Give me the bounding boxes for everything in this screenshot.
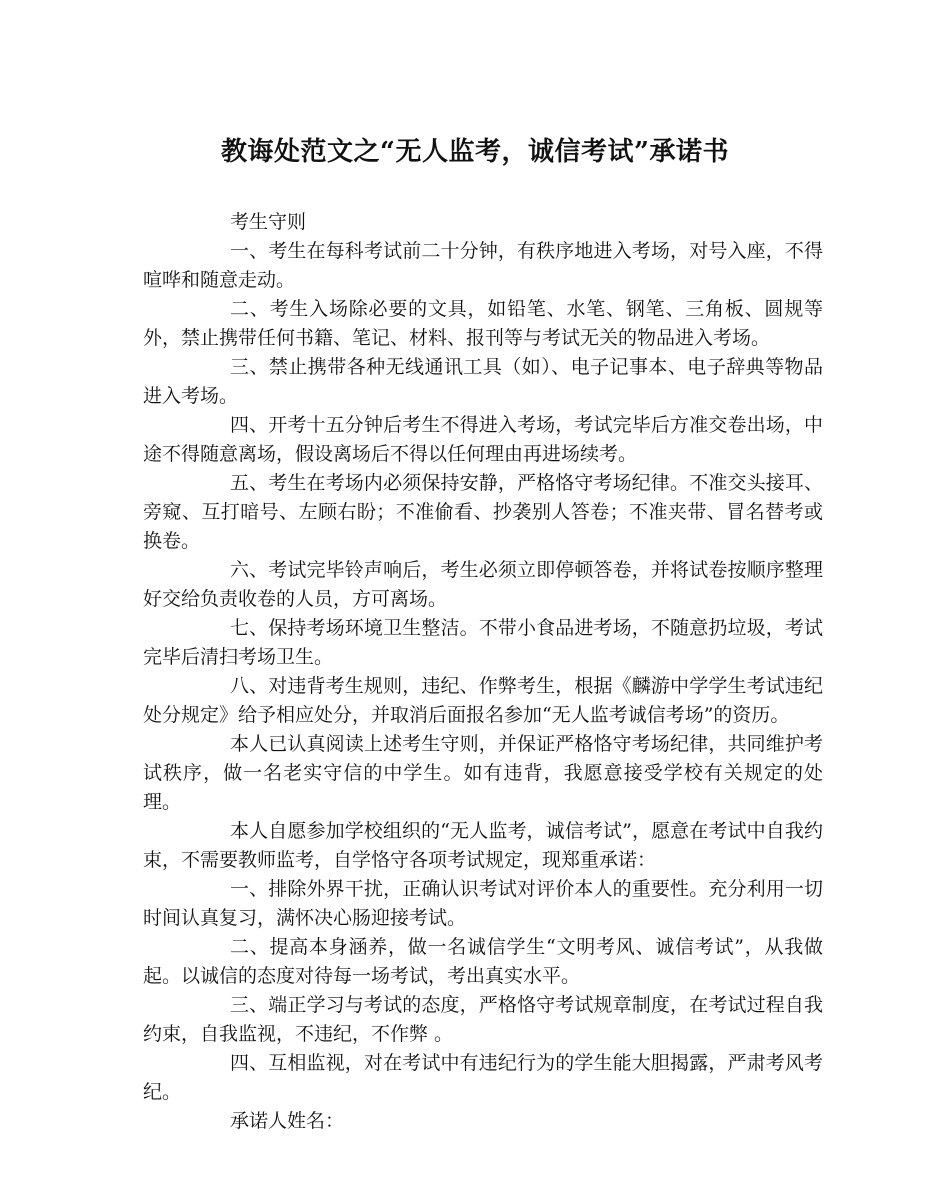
document-title: 教诲处范文之“无人监考，诚信考试”承诺书	[221, 137, 729, 167]
signature-line: 承诺人姓名：	[230, 1110, 345, 1132]
pledge-1: 一、排除外界干扰，正确认识考试对评价本人的重要性。充分利用一切时间认真复习，满怀决心肠迎接考试。	[143, 878, 823, 929]
pledge-4: 四、互相监视，对在考试中有违纪行为的学生能大胆揭露，严肃考风考纪。	[143, 1052, 823, 1103]
rule-5: 五、考生在考场内必须保持安静，严格恪守考场纪律。不准交头接耳、旁窥、互打暗号、左顾右盼；不准偷看、抄袭别人答卷；不准夹带、冒名替考或换卷。	[143, 472, 823, 552]
acknowledgement-paragraph: 本人已认真阅读上述考生守则，并保证严格恪守考场纪律，共同维护考试秩序，做一名老实守信的中学生。如有违背，我愿意接受学校有关规定的处理。	[143, 733, 823, 813]
rule-3: 三、禁止携带各种无线通讯工具（如）、电子记事本、电子辞典等物品进入考场。	[143, 356, 823, 407]
pledge-2: 二、提高本身涵养，做一名诚信学生“文明考风、诚信考试”，从我做起。以诚信的态度对待每一场考试，考出真实水平。	[143, 936, 823, 987]
document-body	[143, 208, 823, 1136]
rule-8: 八、对违背考生规则，违纪、作弊考生，根据《麟游中学学生考试违纪处分规定》给予相应处分，并取消后面报名参加“无人监考诚信考场”的资历。	[143, 675, 823, 726]
rule-1: 一、考生在每科考试前二十分钟，有秩序地进入考场，对号入座，不得喧哗和随意走动。	[143, 240, 823, 291]
rule-2: 二、考生入场除必要的文具，如铅笔、水笔、钢笔、三角板、圆规等外，禁止携带任何书籍、笔记、材料、报刊等与考试无关的物品进入考场。	[143, 298, 823, 349]
rule-4: 四、开考十五分钟后考生不得进入考场，考试完毕后方准交卷出场，中途不得随意离场，假设离场后不得以任何理由再进场续考。	[143, 414, 823, 465]
rule-6: 六、考试完毕铃声响后，考生必须立即停顿答卷，并将试卷按顺序整理好交给负责收卷的人员，方可离场。	[143, 559, 823, 610]
rule-7: 七、保持考场环境卫生整洁。不带小食品进考场，不随意扔垃圾，考试完毕后清扫考场卫生。	[143, 617, 823, 668]
section-heading-exam-rules: 考生守则	[230, 211, 307, 233]
pledge-3: 三、端正学习与考试的态度，严格恪守考试规章制度，在考试过程自我约束，自我监视，不违纪，不作弊 。	[143, 994, 823, 1045]
pledge-intro-paragraph: 本人自愿参加学校组织的“无人监考，诚信考试”，愿意在考试中自我约束，不需要教师监考，自学恪守各项考试规定，现郑重承诺：	[143, 820, 823, 871]
